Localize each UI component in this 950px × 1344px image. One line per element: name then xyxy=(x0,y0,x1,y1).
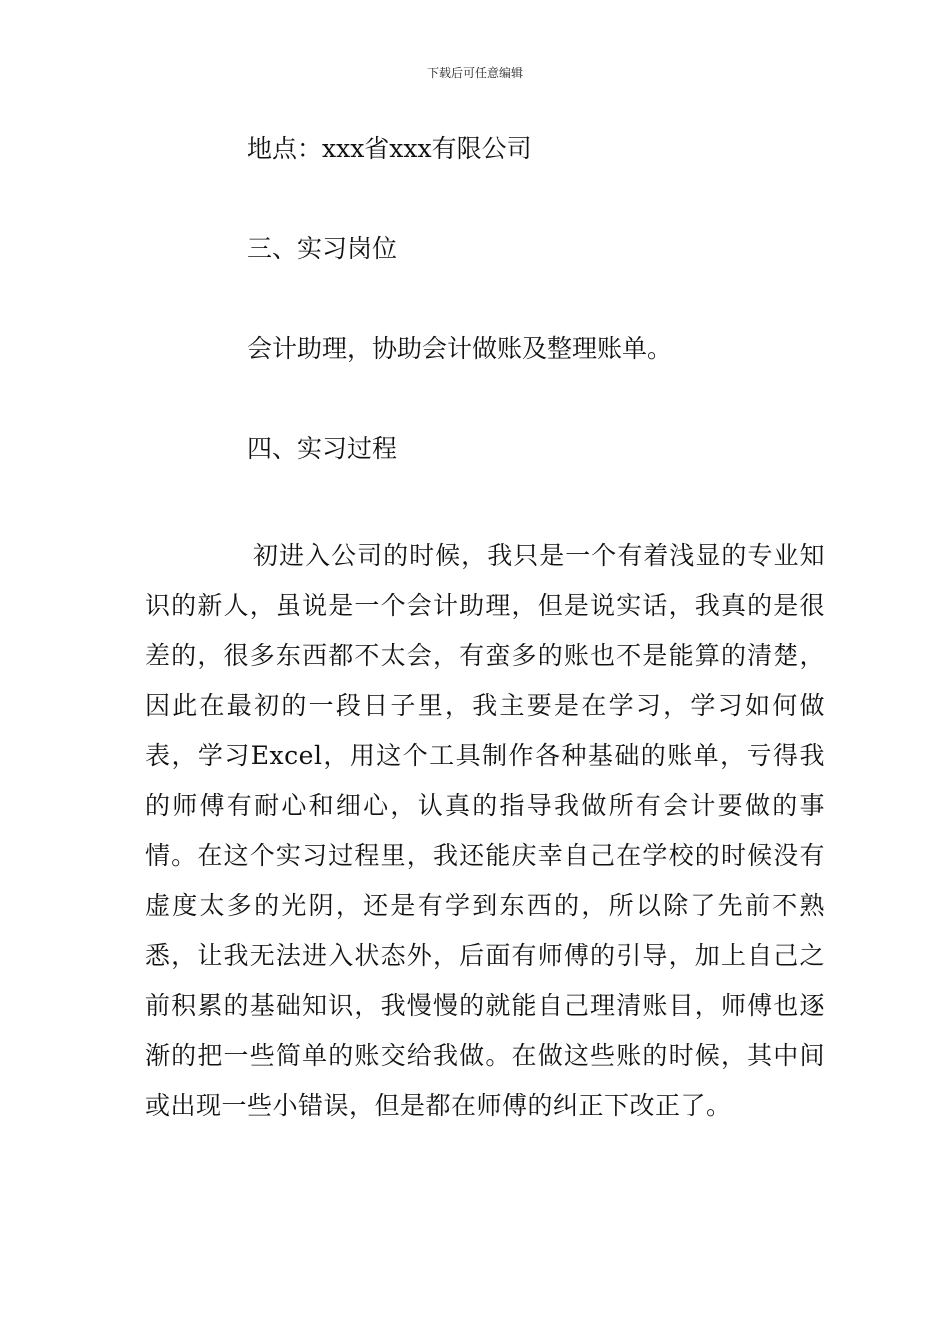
location-line: 地点：xxx省xxx有限公司 xyxy=(247,134,532,163)
page-header: 下载后可任意编辑 xyxy=(426,66,523,80)
section-4-title: 四、实习过程 xyxy=(247,434,398,463)
section-3-title: 三、实习岗位 xyxy=(247,234,398,263)
internship-process-paragraph: 初进入公司的时候，我只是一个有着浅显的专业知识的新人，虽说是一个会计助理，但是说实话，我真的是很差的，很多东西都不太会，有蛮多的账也不是能算的清楚，因此在最初的一段日子里，我主要是在学习，学习如何做表，学习Excel，用这个工具制作各种基础的账单，亏得我的师傅有耐心和细心，认真的指导我做所有会计要做的事情。在这个实习过程里，我还能庆幸自己在学校的时候没有虚度太多的光阴，还是有学到东西的，所以除了先前不熟悉，让我无法进入状态外，后面有师傅的引导，加上自己之前积累的基础知识，我慢慢的就能自己理清账目，师傅也逐渐的把一些简单的账交给我做。在做这些账的时候，其中间或出现一些小错误，但是都在师傅的纠正下改正了。 xyxy=(145,541,825,1120)
section-3-body: 会计助理，协助会计做账及整理账单。 xyxy=(247,334,673,363)
